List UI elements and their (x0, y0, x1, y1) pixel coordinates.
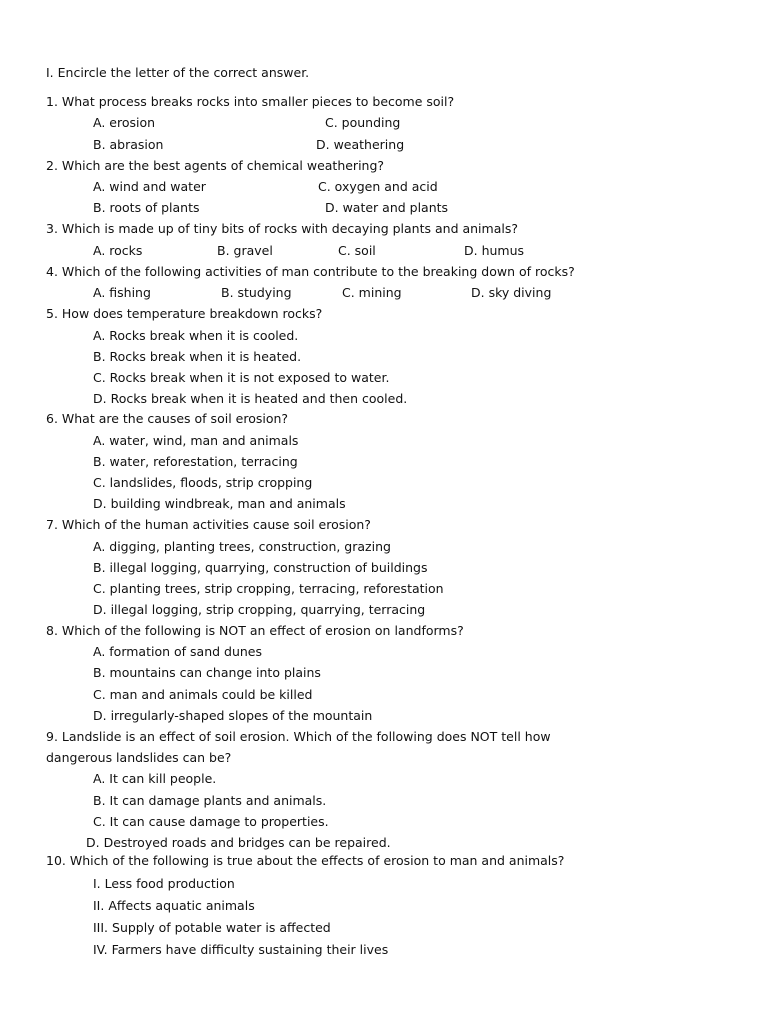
option[interactable]: B. water, reforestation, terracing (93, 454, 298, 469)
option[interactable]: A. formation of sand dunes (93, 644, 263, 659)
option[interactable]: A. digging, planting trees, construction, grazing (93, 539, 391, 554)
option[interactable]: C. Rocks break when it is not exposed to water. (93, 370, 390, 385)
option[interactable]: B. mountains can change into plains (93, 665, 321, 680)
option[interactable]: D. water and plants (325, 200, 449, 215)
question-9: 9. Landslide is an effect of soil erosion. Which of the following does NOT tell how (46, 729, 551, 744)
option[interactable]: C. planting trees, strip cropping, terracing, reforestation (93, 581, 444, 596)
option[interactable]: C. It can cause damage to properties. (93, 814, 329, 829)
instruction: I. Encircle the letter of the correct answer. (46, 65, 310, 80)
option[interactable]: A. It can kill people. (93, 771, 217, 786)
option[interactable]: C. landslides, floods, strip cropping (93, 475, 313, 490)
option[interactable]: D. illegal logging, strip cropping, quarrying, terracing (93, 602, 426, 617)
option[interactable]: B. It can damage plants and animals. (93, 793, 327, 808)
option[interactable]: B. illegal logging, quarrying, construction of buildings (93, 560, 428, 575)
option[interactable]: D. weathering (316, 137, 405, 152)
question-4: 4. Which of the following activities of man contribute to the breaking down of rocks? (46, 264, 575, 279)
option[interactable]: A. wind and water (93, 179, 206, 194)
question-10: 10. Which of the following is true about the effects of erosion to man and animals? (46, 853, 565, 868)
option[interactable]: B. abrasion (93, 137, 164, 152)
option[interactable]: C. man and animals could be killed (93, 687, 313, 702)
option[interactable]: A. erosion (93, 115, 156, 130)
question-3: 3. Which is made up of tiny bits of rocks with decaying plants and animals? (46, 221, 518, 236)
option[interactable]: C. mining (342, 285, 402, 300)
option[interactable]: D. building windbreak, man and animals (93, 496, 346, 511)
question-9-continued: dangerous landslides can be? (46, 750, 232, 765)
option[interactable]: B. gravel (217, 243, 273, 258)
option[interactable]: D. humus (464, 243, 525, 258)
statement: I. Less food production (93, 876, 235, 891)
option[interactable]: A. water, wind, man and animals (93, 433, 299, 448)
question-8: 8. Which of the following is NOT an effect of erosion on landforms? (46, 623, 464, 638)
option[interactable]: A. rocks (93, 243, 143, 258)
question-5: 5. How does temperature breakdown rocks? (46, 306, 323, 321)
question-2: 2. Which are the best agents of chemical weathering? (46, 158, 385, 173)
statement: IV. Farmers have difficulty sustaining their lives (93, 942, 389, 957)
option[interactable]: B. Rocks break when it is heated. (93, 349, 302, 364)
option[interactable]: A. fishing (93, 285, 151, 300)
option[interactable]: A. Rocks break when it is cooled. (93, 328, 299, 343)
option[interactable]: C. oxygen and acid (318, 179, 438, 194)
option[interactable]: D. irregularly-shaped slopes of the mountain (93, 708, 373, 723)
option[interactable]: B. roots of plants (93, 200, 200, 215)
option[interactable]: D. Destroyed roads and bridges can be repaired. (86, 835, 391, 850)
option[interactable]: B. studying (221, 285, 292, 300)
option[interactable]: D. Rocks break when it is heated and then cooled. (93, 391, 408, 406)
statement: III. Supply of potable water is affected (93, 920, 331, 935)
option[interactable]: C. soil (338, 243, 376, 258)
option[interactable]: C. pounding (325, 115, 401, 130)
option[interactable]: D. sky diving (471, 285, 552, 300)
question-7: 7. Which of the human activities cause soil erosion? (46, 517, 371, 532)
question-1: 1. What process breaks rocks into smaller pieces to become soil? (46, 94, 455, 109)
statement: II. Affects aquatic animals (93, 898, 255, 913)
question-6: 6. What are the causes of soil erosion? (46, 411, 289, 426)
